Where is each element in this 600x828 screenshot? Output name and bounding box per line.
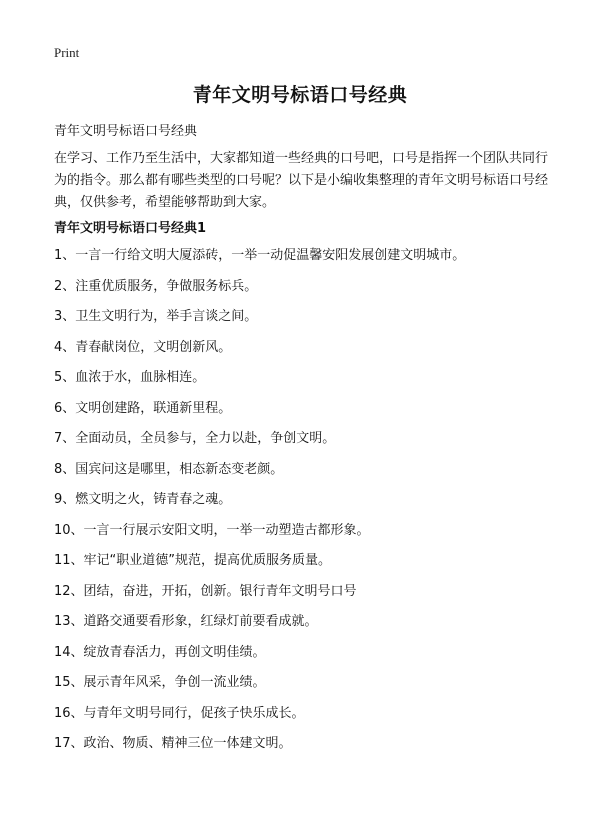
intro-paragraph: 在学习、工作乃至生活中，大家都知道一些经典的口号吧，口号是指挥一个团队共同行为的指令。那么都有哪些类型的口号呢？以下是小编收集整理的青年文明号标语口号经典，仅供参考，希望能够帮助到大家。 xyxy=(54,151,549,210)
list-item: 14、绽放青春活力，再创文明佳绩。 xyxy=(54,644,266,660)
list-item: 8、国宾问这是哪里，相态新态变老颜。 xyxy=(54,461,284,477)
list-item: 6、文明创建路，联通新里程。 xyxy=(54,400,232,416)
list-item: 16、与青年文明号同行，促孩子快乐成长。 xyxy=(54,705,305,721)
print-link[interactable]: Print xyxy=(54,45,80,60)
list-item: 9、燃文明之火，铸青春之魂。 xyxy=(54,492,232,507)
slogan-list xyxy=(54,246,554,765)
list-item: 2、注重优质服务，争做服务标兵。 xyxy=(54,278,258,294)
document-subtitle: 青年文明号标语口号经典 xyxy=(54,124,198,139)
list-item: 13、道路交通要看形象，红绿灯前要看成就。 xyxy=(54,614,318,629)
list-item: 7、全面动员，全员参与，全力以赴，争创文明。 xyxy=(54,431,336,446)
list-item: 1、一言一行给文明大厦添砖，一举一动促温馨安阳发展创建文明城市。 xyxy=(54,248,466,263)
list-item: 3、卫生文明行为，举手言谈之间。 xyxy=(54,309,258,324)
list-item: 10、一言一行展示安阳文明，一举一动塑造古都形象。 xyxy=(54,522,370,538)
list-item: 4、青春献岗位，文明创新风。 xyxy=(54,339,232,355)
page-title: 青年文明号标语口号经典 xyxy=(192,84,408,106)
list-item: 5、血浓于水，血脉相连。 xyxy=(54,370,206,385)
list-item: 11、牢记“职业道德”规范，提高优质服务质量。 xyxy=(54,553,332,568)
list-item: 15、展示青年风采，争创一流业绩。 xyxy=(54,675,266,690)
section-heading: 青年文明号标语口号经典1 xyxy=(54,221,207,236)
list-item: 12、团结，奋进，开拓，创新。银行青年文明号口号 xyxy=(54,583,357,599)
list-item: 17、政治、物质、精神三位一体建文明。 xyxy=(54,736,292,751)
